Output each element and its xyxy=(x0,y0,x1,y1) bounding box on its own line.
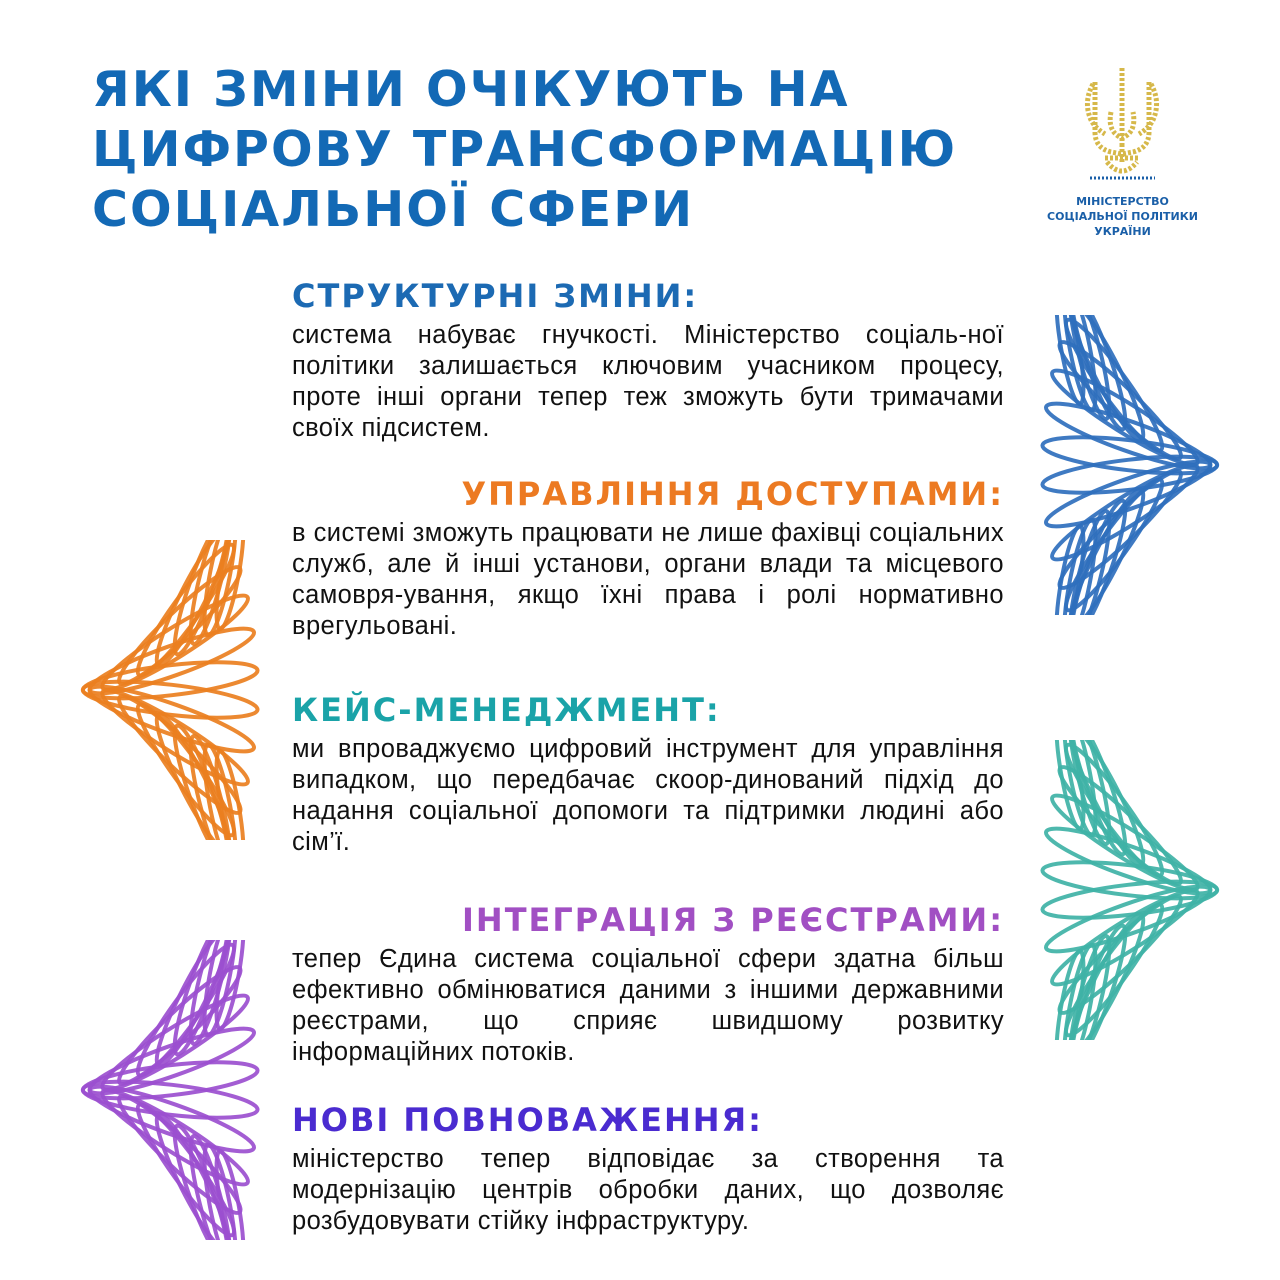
title-line-2: ЦИФРОВУ ТРАНСФОРМАЦІЮ xyxy=(92,121,958,178)
logo-line-1: МІНІСТЕРСТВО xyxy=(1076,195,1169,208)
trident-emblem-icon xyxy=(1035,62,1210,187)
ministry-logo xyxy=(1035,62,1210,252)
section-text: в системі зможуть працювати не лише фахівці соціальних служб, але й інші установи, органи влади та місцевого самовря-ування, якщо їхні права і ролі нормативно врегульовані. xyxy=(292,519,1004,640)
section-heading: КЕЙС-МЕНЕДЖМЕНТ: xyxy=(292,691,721,729)
section-heading: УПРАВЛІННЯ ДОСТУПАМИ: xyxy=(461,475,1004,513)
logo-line-3: УКРАЇНИ xyxy=(1094,225,1151,238)
section-case-management xyxy=(292,690,1004,858)
section-heading: СТРУКТУРНІ ЗМІНИ: xyxy=(292,277,699,315)
logo-line-2: СОЦІАЛЬНОЇ ПОЛІТИКИ xyxy=(1047,210,1198,223)
section-structural-changes xyxy=(292,276,1004,444)
section-new-powers xyxy=(292,1100,1004,1237)
page-title xyxy=(92,60,992,240)
teal-spring-decoration xyxy=(1030,740,1225,1040)
title-line-3: СОЦІАЛЬНОЇ СФЕРИ xyxy=(92,181,695,238)
blue-spring-decoration xyxy=(1030,315,1225,615)
purple-spring-decoration xyxy=(75,940,270,1240)
section-text: ми впроваджуємо цифровий інструмент для управління випадком, що передбачає скоор-динований підхід до надання соціальної допомоги та підтримки людині або сім’ї. xyxy=(292,735,1004,856)
section-heading: НОВІ ПОВНОВАЖЕННЯ: xyxy=(292,1101,763,1139)
section-registry-integration xyxy=(292,900,1004,1068)
section-text: міністерство тепер відповідає за створення та модернізацію центрів обробки даних, що дозволяє розбудовувати стійку інфраструктуру. xyxy=(292,1145,1004,1235)
section-text: тепер Єдина система соціальної сфери здатна більш ефективно обмінюватися даними з іншими державними реєстрами, що сприяє швидшому розвитку інформаційних потоків. xyxy=(292,945,1004,1066)
logo-caption xyxy=(1035,194,1210,239)
section-text: система набуває гнучкості. Міністерство соціаль-ної політики залишається ключовим учасником процесу, проте інші органи тепер теж зможуть бути тримачами своїх підсистем. xyxy=(292,321,1004,442)
orange-spring-decoration xyxy=(75,540,270,840)
title-line-1: ЯКІ ЗМІНИ ОЧІКУЮТЬ НА xyxy=(92,61,850,118)
section-heading: ІНТЕГРАЦІЯ З РЕЄСТРАМИ: xyxy=(462,901,1004,939)
section-access-management xyxy=(292,474,1004,642)
